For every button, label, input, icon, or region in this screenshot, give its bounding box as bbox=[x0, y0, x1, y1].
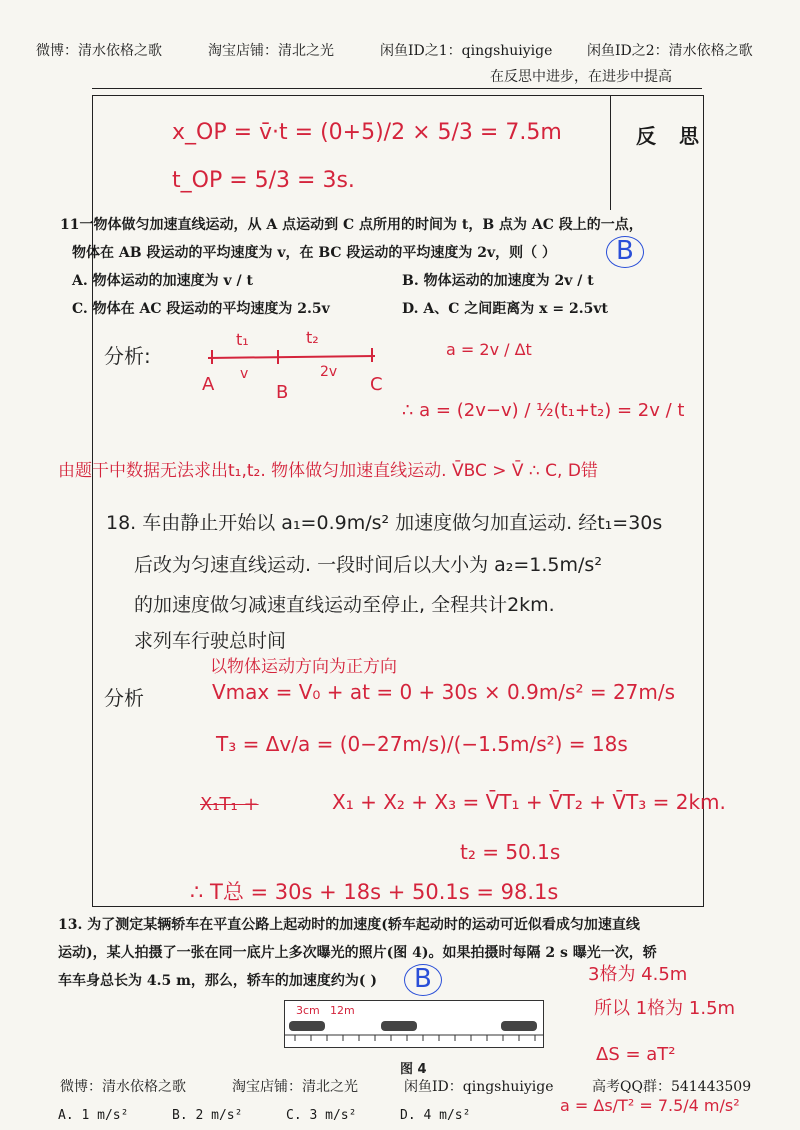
q13-line-1: 13. 为了测定某辆轿车在平直公路上起动时的加速度(轿车起动时的运动可近似看成匀加速直线 bbox=[58, 917, 640, 933]
footer-taobao: 淘宝店铺：清北之光 bbox=[232, 1079, 358, 1095]
car-exposure-3 bbox=[501, 1021, 537, 1031]
footer-qq: 高考QQ群：541443509 bbox=[592, 1079, 752, 1095]
q18-line-2: 后改为匀速直线运动. 一段时间后以大小为 a₂=1.5m/s² bbox=[134, 554, 602, 576]
q13-note-2: 所以 1格为 1.5m bbox=[594, 998, 736, 1019]
q18-analysis-label: 分析 bbox=[104, 686, 144, 710]
q18-direction-note: 以物体运动方向为正方向 bbox=[210, 657, 397, 677]
header-motto: 在反思中进步，在进步中提高 bbox=[490, 69, 672, 85]
q18-vmax: Vmax = V₀ + at = 0 + 30s × 0.9m/s² = 27m/s bbox=[212, 680, 676, 704]
q11-line-1: 11一物体做匀加速直线运动，从 A 点运动到 C 点所用的时间为 t，B 点为 AC 段上的一点， bbox=[60, 217, 643, 233]
q13-note-1: 3格为 4.5m bbox=[588, 964, 688, 985]
q13-option-a: A. 1 m/s² bbox=[58, 1108, 129, 1123]
diagram-label-c: C bbox=[370, 374, 383, 395]
reflection-column-title: 反 思 bbox=[636, 124, 707, 148]
q11-option-d: D. A、C 之间距离为 x = 2.5vt bbox=[402, 301, 608, 317]
car-exposure-2 bbox=[381, 1021, 417, 1031]
diagram-t2: t₂ bbox=[306, 328, 319, 347]
q18-total: ∴ T总 = 30s + 18s + 50.1s = 98.1s bbox=[190, 880, 559, 904]
q13-answer: B bbox=[414, 964, 432, 994]
footer-xianyu: 闲鱼ID：qingshuiyige bbox=[404, 1079, 554, 1095]
q18-strikethrough: X₁T₁ + bbox=[200, 794, 259, 815]
q11-conclusion: 由题干中数据无法求出t₁,t₂. 物体做匀加速直线运动. V̄BC > V̄ ∴ C, D错 bbox=[58, 461, 598, 481]
q11-number: 11 bbox=[60, 217, 80, 233]
q11-option-c: C. 物体在 AC 段运动的平均速度为 2.5v bbox=[72, 301, 330, 317]
figure-note-2: 12m bbox=[330, 1004, 355, 1017]
q18-t3: T₃ = Δv/a = (0−27m/s)/(−1.5m/s²) = 18s bbox=[216, 732, 628, 756]
q11-option-b: B. 物体运动的加速度为 2v / t bbox=[402, 273, 594, 289]
figure-note-1: 3cm bbox=[296, 1004, 320, 1017]
car-exposure-1 bbox=[289, 1021, 325, 1031]
q18-t2: t₂ = 50.1s bbox=[460, 840, 561, 864]
ruler-ticks bbox=[295, 1035, 535, 1041]
q18-line-1: 18. 车由静止开始以 a₁=0.9m/s² 加速度做匀加直运动. 经t₁=30s bbox=[106, 512, 663, 534]
q13-line-2: 运动)，某人拍摄了一张在同一底片上多次曝光的照片(图 4)。如果拍摄时每隔 2 s 曝光一次，轿 bbox=[58, 945, 657, 961]
q11-eq-2: ∴ a = (2v−v) / ½(t₁+t₂) = 2v / t bbox=[402, 400, 685, 421]
header-rule bbox=[92, 88, 702, 89]
header-weibo: 微博：清水依格之歌 bbox=[36, 43, 162, 59]
q13-option-d: D. 4 m/s² bbox=[400, 1108, 471, 1123]
q11-answer: B bbox=[616, 236, 634, 266]
figure-4-photo bbox=[284, 1000, 544, 1048]
hw-top-line-1: x_OP = v̄·t = (0+5)/2 × 5/3 = 7.5m bbox=[172, 120, 562, 145]
hw-top-line-2: t_OP = 5/3 = 3s. bbox=[172, 168, 355, 193]
header-xianyu-1: 闲鱼ID之1：qingshuiyige bbox=[380, 43, 553, 59]
q13-note-3: ΔS = aT² bbox=[596, 1044, 676, 1065]
diagram-t1: t₁ bbox=[236, 330, 249, 349]
diagram-label-b: B bbox=[276, 382, 289, 403]
q11-analysis-label: 分析: bbox=[104, 344, 151, 368]
figure-4-graphic bbox=[285, 1001, 543, 1047]
header-xianyu-2: 闲鱼ID之2：清水依格之歌 bbox=[587, 43, 753, 59]
q13-answer-circle bbox=[404, 964, 442, 996]
q13-option-c: C. 3 m/s² bbox=[286, 1108, 357, 1123]
q11-line-diagram bbox=[200, 330, 390, 390]
figure-4-caption: 图 4 bbox=[400, 1062, 427, 1077]
q13-option-b: B. 2 m/s² bbox=[172, 1108, 243, 1123]
q11-option-a: A. 物体运动的加速度为 v / t bbox=[72, 273, 253, 289]
reflection-column-divider bbox=[610, 95, 611, 210]
q18-line-3: 的加速度做匀减速直线运动至停止, 全程共计2km. bbox=[134, 594, 555, 616]
q11-eq-1: a = 2v / Δt bbox=[446, 340, 532, 359]
diagram-label-2v: 2v bbox=[320, 364, 338, 380]
diagram-label-a: A bbox=[202, 374, 215, 395]
q18-line-4: 求列车行驶总时间 bbox=[134, 630, 287, 652]
diagram-segment bbox=[208, 356, 375, 358]
diagram-label-v: v bbox=[240, 366, 249, 382]
header-taobao: 淘宝店铺：清北之光 bbox=[208, 43, 334, 59]
q11-answer-circle bbox=[606, 236, 644, 268]
footer-weibo: 微博：清水依格之歌 bbox=[60, 1079, 186, 1095]
q18-xsum: X₁ + X₂ + X₃ = V̄T₁ + V̄T₂ + V̄T₃ = 2km. bbox=[332, 790, 726, 814]
q13-note-4: a = Δs/T² = 7.5/4 m/s² bbox=[560, 1096, 740, 1115]
q13-line-3: 车车身总长为 4.5 m，那么，轿车的加速度约为( ) bbox=[58, 973, 378, 989]
q11-line-2: 物体在 AB 段运动的平均速度为 v，在 BC 段运动的平均速度为 2v，则（ ） bbox=[72, 245, 557, 261]
